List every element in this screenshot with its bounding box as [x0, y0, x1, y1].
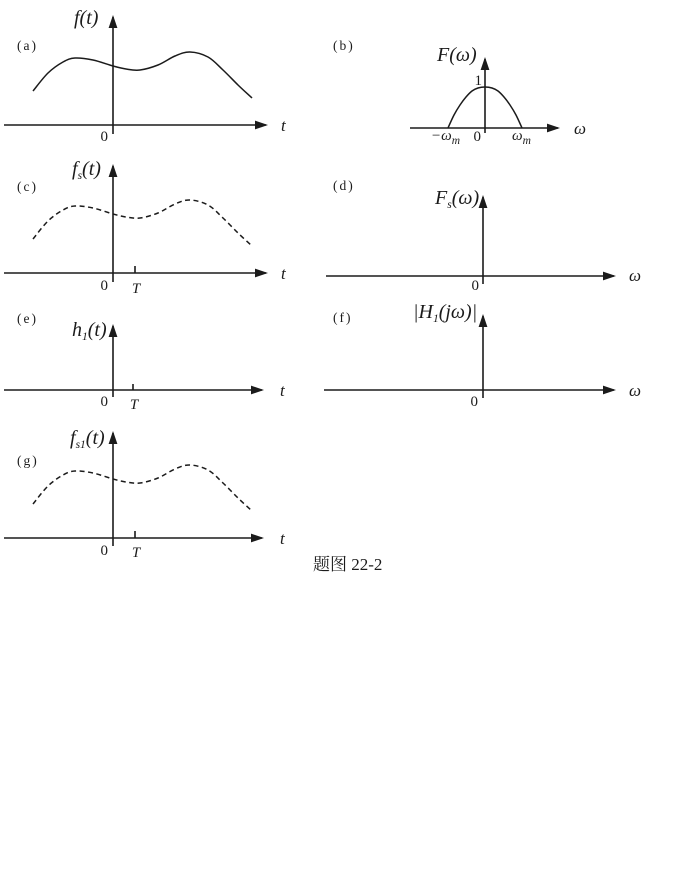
- panel-d-y-axis-label: $F_s(\omega)$: [435, 187, 480, 211]
- panel-b-origin-label: 0: [473, 129, 481, 145]
- panel-e-y-axis-label: $h_1(t)$: [72, 319, 107, 343]
- panel-g: [4, 427, 286, 561]
- panel-a-x-axis-label: t: [281, 116, 286, 135]
- panel-g-sample-tick-label: T: [131, 545, 141, 561]
- panel-a-y-axis-label: f(t): [74, 7, 99, 29]
- panel-c-y-axis-label: $f_s(t)$: [72, 158, 101, 182]
- panel-e-origin-label: 0: [100, 394, 108, 410]
- panel-d-x-axis-label: ω: [629, 266, 642, 285]
- panel-c-origin-label: 0: [100, 278, 108, 294]
- panel-g-y-axis-label: $f_{s1}(t)$: [70, 427, 105, 451]
- panel-a-tag: (a): [17, 38, 38, 53]
- panel-b-x-axis-label: ω: [574, 119, 587, 138]
- panel-f-tag: (f): [333, 310, 353, 325]
- panel-c-sample-tick-label: T: [131, 281, 141, 297]
- figure-caption: 题图 22-2: [313, 555, 383, 574]
- panel-c-x-axis-label: t: [281, 264, 286, 283]
- panel-g-x-axis-label: t: [280, 529, 285, 548]
- panel-a: [4, 7, 287, 145]
- panel-f-x-axis-label: ω: [629, 381, 642, 400]
- panel-e-sample-tick-label: T: [129, 397, 139, 413]
- panel-g-origin-label: 0: [100, 543, 108, 559]
- panel-b-pos-band-edge-label: $\omega_m$: [512, 128, 531, 147]
- panel-d-origin-label: 0: [471, 278, 479, 294]
- panel-f: [324, 301, 641, 410]
- panel-d-tag: (d): [333, 178, 355, 193]
- panel-c-tag: (c): [17, 179, 38, 194]
- panel-d: [326, 178, 641, 294]
- panel-f-origin-label: 0: [470, 394, 478, 410]
- panel-b-y-axis-label: F(ω): [437, 44, 477, 66]
- panel-b-peak-value-label: 1: [474, 73, 482, 89]
- panel-a-origin-label: 0: [100, 129, 108, 145]
- panel-f-y-axis-label: $|H_1(j\omega)|$: [413, 301, 478, 325]
- panel-a-signal-curve: [33, 52, 252, 98]
- panel-e-tag: (e): [17, 311, 38, 326]
- panel-c: [4, 158, 287, 297]
- panel-e-x-axis-label: t: [280, 381, 285, 400]
- panel-c-sampled-signal-curve: [33, 200, 252, 246]
- panel-e: [4, 311, 286, 413]
- panel-g-sampled-signal-curve: [33, 465, 252, 511]
- panel-b-neg-band-edge-label: $-\omega_m$: [431, 128, 461, 147]
- panel-b: [333, 38, 586, 147]
- panel-b-tag: (b): [333, 38, 355, 53]
- panel-g-tag: (g): [17, 453, 39, 468]
